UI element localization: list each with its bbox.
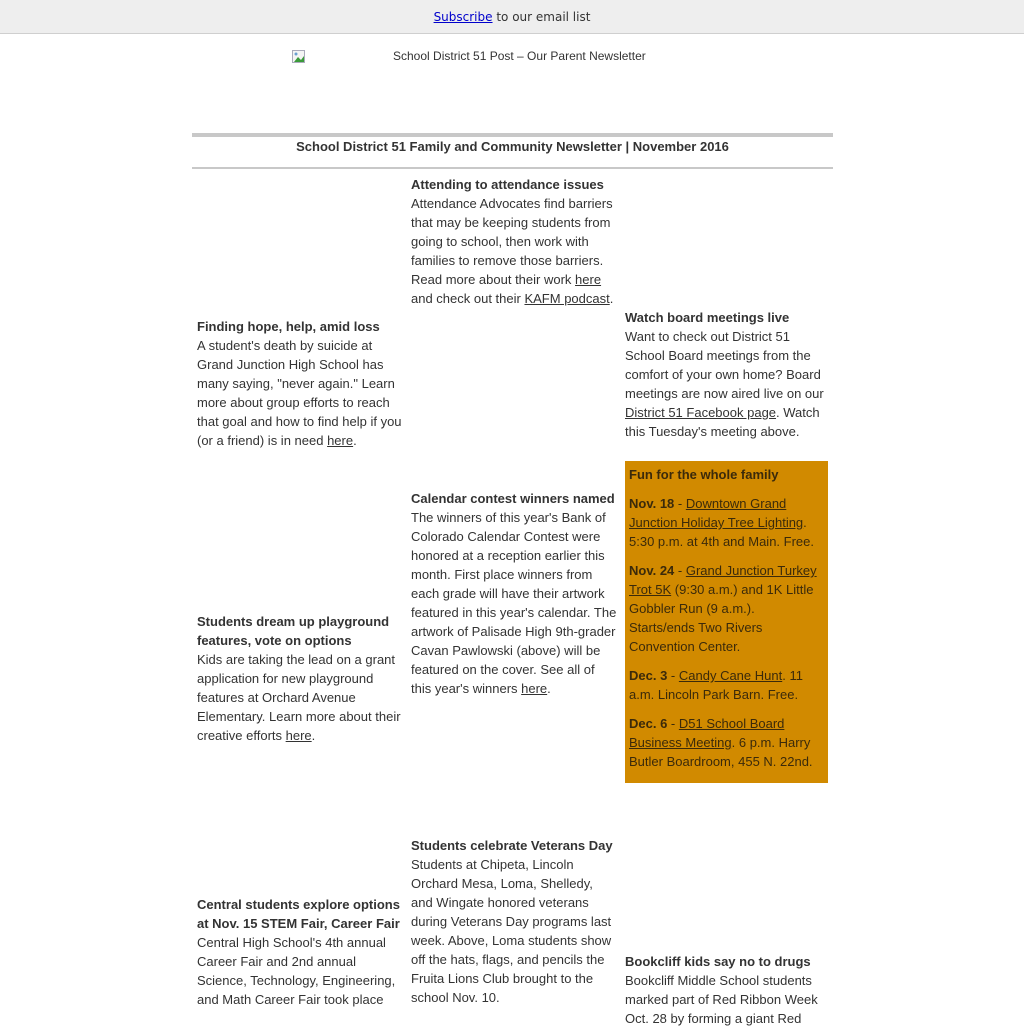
article-text: Attendance Advocates find barriers that may be keeping students from going to school, then work with families to remove those barriers. Read more about their work (411, 196, 613, 287)
article-title: Central students explore options at Nov. 15 STEM Fair, Career Fair (197, 897, 400, 931)
divider (192, 167, 833, 169)
article-text: Central High School's 4th annual Career Fair and 2nd annual Science, Technology, Engineering, and Math Career Fair took place (197, 935, 396, 1007)
event-item: Nov. 24 - Grand Junction Turkey Trot 5K (9:30 a.m.) and 1K Little Gobbler Run (9 a.m.). Starts/ends Two Rivers Convention Center. (629, 563, 817, 654)
article-calendar-contest (411, 489, 617, 698)
article-bookcliff (625, 952, 825, 1028)
kafm-podcast-link[interactable]: KAFM podcast (524, 291, 610, 306)
article-text: The winners of this year's Bank of Colorado Calendar Contest were honored at a reception earlier this month. First place winners from each grade will have their artwork featured in this year's calendar. The artwork of Palisade High 9th-grader Cavan Pawlowski (above) will be featured on the cover. See all of this year's winners (411, 510, 617, 696)
event-link[interactable]: Downtown Grand Junction Holiday Tree Lighting (629, 496, 804, 530)
article-board-meetings (625, 308, 825, 441)
events-title: Fun for the whole family (629, 467, 779, 482)
article-attendance (411, 175, 617, 308)
article-text: Want to check out District 51 School Board meetings from the comfort of your own home? Board meetings are now aired live on our (625, 329, 824, 401)
article-title: Watch board meetings live (625, 310, 790, 325)
article-stem-fair (197, 895, 403, 1009)
article-text: . (353, 433, 357, 448)
facebook-page-link[interactable]: District 51 Facebook page (625, 405, 777, 420)
event-date: Nov. 24 (629, 563, 675, 578)
article-text: Bookcliff Middle School students marked part of Red Ribbon Week Oct. 28 by forming a giant Red (625, 973, 818, 1026)
event-text: (9:30 a.m.) and 1K Little Gobbler Run (9 a.m.). Starts/ends Two Rivers Convention Center. (629, 582, 814, 654)
article-text: . Watch this Tuesday's meeting above. (625, 405, 820, 439)
divider (192, 133, 833, 137)
article-text: A student's death by suicide at Grand Junction High School has many saying, "never again." Learn more about group efforts to reach that goal and how to find help if you (or a friend) is in need (197, 338, 402, 448)
article-veterans-day (411, 836, 617, 1007)
event-link[interactable]: D51 School Board Business Meeting (629, 716, 785, 750)
event-item: Nov. 18 - Downtown Grand Junction Holiday Tree Lighting. 5:30 p.m. at 4th and Main. Free. (629, 496, 814, 549)
article-title: Calendar contest winners named (411, 491, 615, 506)
article-text: . (609, 291, 614, 306)
here-link[interactable]: here (521, 681, 548, 696)
article-title: Students celebrate Veterans Day (411, 838, 613, 853)
event-link[interactable]: Grand Junction Turkey Trot 5K (629, 563, 817, 597)
event-date: Nov. 18 (629, 496, 675, 511)
article-text: Students at Chipeta, Lincoln Orchard Mesa, Loma, Shelledy, and Wingate honored veterans during Veterans Day programs last week. Above, Loma students show off the hats, flags, and pencils the Fruita Lions Club brought to the school Nov. 10. (411, 857, 612, 1005)
article-text: . (547, 681, 551, 696)
subscribe-link[interactable]: Subscribe (433, 10, 493, 24)
event-text: . 6 p.m. Harry Butler Boardroom, 455 N. 22nd. (629, 735, 813, 769)
broken-image-icon (292, 50, 306, 64)
events-box (625, 461, 828, 783)
event-item: Dec. 6 - D51 School Board Business Meeting. 6 p.m. Harry Butler Boardroom, 455 N. 22nd. (629, 716, 813, 769)
here-link[interactable]: here (285, 728, 312, 743)
article-text: Kids are taking the lead on a grant application for new playground features at Orchard Avenue Elementary. Learn more about their creative efforts (197, 652, 401, 743)
article-text: . (311, 728, 316, 743)
here-link[interactable]: here (575, 272, 602, 287)
article-title: Finding hope, help, amid loss (197, 319, 380, 334)
subscribe-text: to our email list (492, 10, 591, 24)
event-text: . 11 a.m. Lincoln Park Barn. Free. (629, 668, 803, 702)
event-item: Dec. 3 - Candy Cane Hunt. 11 a.m. Lincoln Park Barn. Free. (629, 668, 803, 702)
subscribe-bar (0, 0, 1024, 34)
article-title: Bookcliff kids say no to drugs (625, 954, 811, 969)
event-date: Dec. 6 (629, 716, 668, 731)
article-title: Attending to attendance issues (411, 177, 604, 192)
event-date: Dec. 3 (629, 668, 668, 683)
event-link[interactable]: Candy Cane Hunt (678, 668, 783, 683)
newsletter-title: School District 51 Family and Community Newsletter | November 2016 (296, 139, 729, 154)
article-finding-hope (197, 317, 403, 450)
article-text: and check out their (411, 291, 525, 306)
here-link[interactable]: here (327, 433, 354, 448)
event-text: . 5:30 p.m. at 4th and Main. Free. (629, 515, 814, 549)
header-image-alt: School District 51 Post – Our Parent Newsletter (393, 49, 646, 63)
article-playground (197, 612, 403, 745)
article-title: Students dream up playground features, vote on options (197, 614, 390, 648)
